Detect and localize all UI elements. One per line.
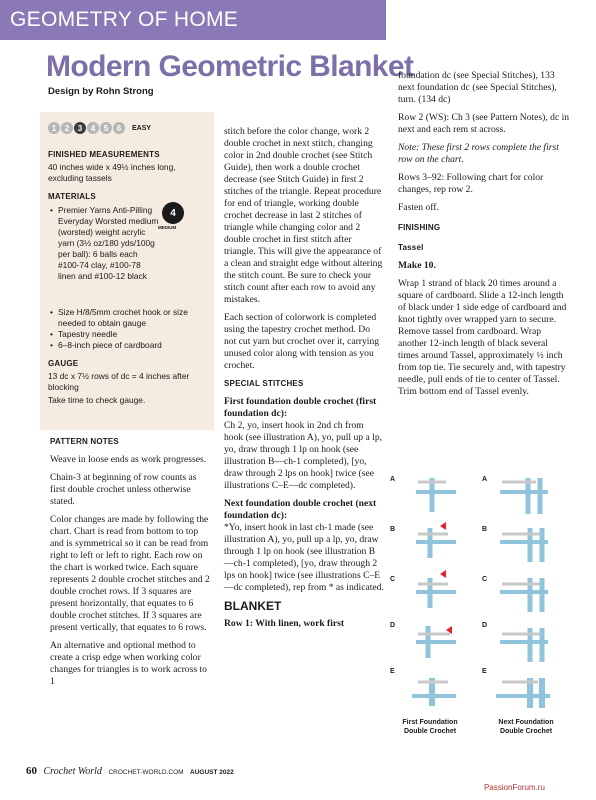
figure-label: B (482, 526, 488, 533)
materials-list-cont (48, 307, 210, 351)
left-illustration-column (412, 478, 456, 706)
caption-first-foundation: First Foundation Double Crochet (402, 719, 458, 735)
designer-credit: Design by Rohn Strong (48, 86, 154, 97)
stitch-description: Ch 2, yo, insert hook in 2nd ch from hook (see illustration A), yo, pull up a lp, yo, draw through 1 lp on hook (see illustration B—ch-1 completed), [yo, draw through 2 lps on hook] twice (see illustrations C–E—dc completed). (224, 420, 383, 491)
figure-label: D (482, 622, 488, 629)
issue-date: AUGUST 2022 (190, 769, 234, 776)
yarn-weight-label: MEDIUM (158, 225, 177, 230)
tassel-heading: Tassel (398, 243, 424, 252)
finished-text: 40 inches wide x 49½ inches long, excluding tassels (48, 162, 176, 183)
paragraph: Each section of colorwork is completed using the tapestry crochet method. Do not cut yarn but crochet over it, carrying unused color along with tension as you crochet. (224, 312, 380, 371)
pattern-info-sidebar (40, 112, 214, 430)
special-stitches-heading: SPECIAL STITCHES (224, 379, 304, 388)
materials-list (48, 205, 160, 282)
skill-level-3: 3 (74, 122, 86, 134)
skill-level-5: 5 (100, 122, 112, 134)
skill-level-6: 6 (113, 122, 125, 134)
watermark: PassionForum.ru (484, 783, 545, 792)
row-instruction: Rows 3–92: Following chart for color changes, rep row 2. (398, 172, 544, 195)
stitch-description: *Yo, insert hook in last ch-1 made (see illustration A), yo, pull up a lp, yo, draw through 1 lp on hook (see illustration B—ch-1 completed), [yo, draw through 2 lps on hook] twice (see illustrations C–E—dc completed), rep from * as indicated. (224, 522, 384, 593)
skill-label: EASY (132, 124, 152, 132)
section-banner (0, 0, 386, 40)
pattern-notes-heading: PATTERN NOTES (50, 437, 119, 446)
paragraph: Color changes are made by following the chart. Chart is read from bottom to top and is symmetrical so it can be read from right to left or left to right. Each row on the chart is worked twice. Each square represents 2 double crochet stitches and 2 double crochet rows. If 3 squares are present horizontally, that equates to 6 double crochet stitches. If 3 squares are present vertically, that equates to 6 rows. (50, 514, 210, 633)
column-1 (50, 436, 212, 694)
paragraph: Fasten off. (398, 202, 439, 213)
paragraph: Weave in loose ends as work progresses. (50, 454, 207, 465)
figure-label: C (482, 576, 488, 583)
note: Note: These first 2 rows complete the first row on the chart. (398, 142, 559, 165)
figure-label: A (390, 476, 396, 483)
material-item: • Premier Yarns Anti-Pilling Everyday Worsted medium (worsted) weight acrylic yarn (3½ oz/180 yds/100g per ball): 6 balls each #100-74 clay, #100-78 linen and #100-12 black (58, 205, 160, 282)
website: CROCHET-WORLD.COM (108, 769, 184, 776)
skill-level-2: 2 (61, 122, 73, 134)
figure-label: E (390, 668, 395, 675)
stitch-illustrations (388, 472, 568, 742)
skill-level-indicator (48, 122, 151, 134)
caption-next-foundation: Next Foundation Double Crochet (498, 719, 554, 735)
material-item: • Size H/8/5mm crochet hook or size needed to obtain gauge (58, 307, 210, 329)
magazine-name: Crochet World (43, 766, 102, 777)
material-item: • 6–8-inch piece of cardboard (58, 340, 210, 351)
figure-label: E (482, 668, 487, 675)
make-count: Make 10. (398, 260, 436, 271)
gauge-text: 13 dc x 7½ rows of dc = 4 inches after blocking (48, 371, 190, 392)
material-item: • Tapestry needle (58, 329, 210, 340)
paragraph: Chain-3 at beginning of row counts as first double crochet unless otherwise stated. (50, 472, 197, 507)
gauge-heading: GAUGE (48, 359, 79, 368)
finishing-heading: FINISHING (398, 223, 441, 232)
materials-heading: MATERIALS (48, 192, 96, 201)
figure-label: D (390, 622, 396, 629)
figure-label: A (482, 476, 488, 483)
paragraph: An alternative and optional method to create a crisp edge when working color changes for triangles is to work across to 1 (50, 640, 207, 687)
column-3 (398, 70, 570, 404)
tassel-instructions: Wrap 1 strand of black 20 times around a square of cardboard. Slide a 12-inch length of black under 1 side edge of cardboard and knot tightly over wrapped yarn to secure. Remove tassel from cardboard. Wrap another 12-inch length of black several times around Tassel, approximately ½ inch from top tie. Tie securely and, with tapestry needle, pull ends of tie to center of Tassel. Trim bottom end of Tassel evenly. (398, 278, 567, 397)
section-title: GEOMETRY OF HOME (10, 8, 239, 31)
paragraph: foundation dc (see Special Stitches), 133 next foundation dc (see Special Stitches), turn. (134 dc) (398, 70, 557, 105)
yarn-weight-icon: 4 (162, 202, 184, 224)
page-number: 60 (26, 765, 37, 777)
page-title: Modern Geometric Blanket (46, 50, 414, 83)
row-instruction: Row 1: With linen, work first (224, 618, 345, 629)
column-2 (224, 126, 384, 636)
figure-label: C (390, 576, 396, 583)
figure-label: B (390, 526, 396, 533)
row-instruction: Row 2 (WS): Ch 3 (see Pattern Notes), dc in next and each rem st across. (398, 112, 570, 135)
skill-level-4: 4 (87, 122, 99, 134)
paragraph: stitch before the color change, work 2 double crochet in next stitch, changing color in 2nd double crochet (see Stitch Guide), then work a double crochet decrease (see Stitch Guide) in first 2 stitches of the triangle. Repeat procedure for end of triangle, working double crochet decrease in last 2 stitches of triangle while changing color and 2 double crochet in first stitch after triangle. This will give the appearance of a clean and straight edge without altering the stitch count. Be sure to check your stitch count after each row to avoid any mistakes. (224, 126, 383, 305)
blanket-heading: BLANKET (224, 599, 282, 613)
gauge-note: Take time to check gauge. (48, 395, 146, 405)
right-illustration-column (496, 478, 550, 708)
stitch-name: Next foundation double crochet (next foundation dc): (224, 498, 377, 521)
page-footer (26, 765, 234, 777)
illustration-graphic (388, 472, 568, 712)
skill-level-1: 1 (48, 122, 60, 134)
finished-heading: FINISHED MEASUREMENTS (48, 150, 160, 159)
stitch-name: First foundation double crochet (first foundation dc): (224, 396, 377, 419)
